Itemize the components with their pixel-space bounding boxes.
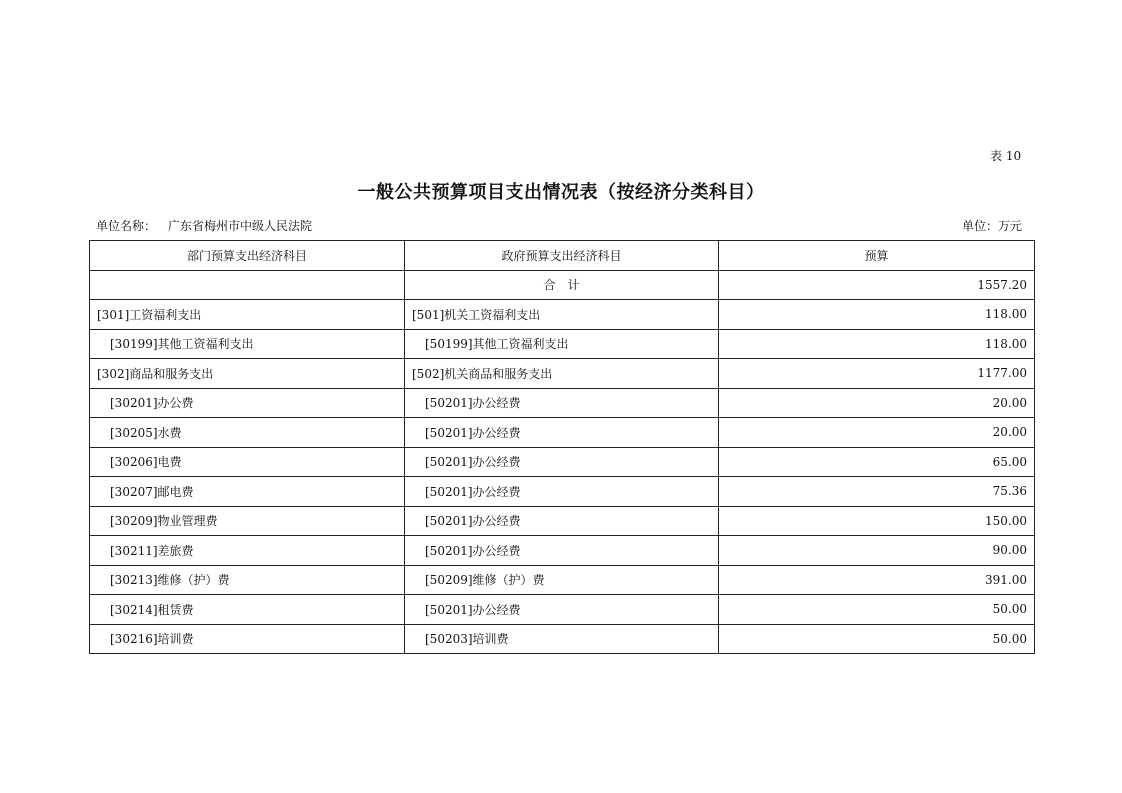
gov-econ-category-cell: [50201]办公经费: [405, 388, 719, 418]
currency-unit-label: 单位：万元: [962, 219, 1023, 233]
budget-amount-cell: 118.00: [719, 329, 1035, 359]
table-row: [90, 329, 1035, 359]
page-title: 一般公共预算项目支出情况表（按经济分类科目）: [357, 182, 765, 203]
unit-name-line: [96, 217, 312, 234]
dept-econ-category-cell: [30213]维修（护）费: [90, 565, 405, 595]
budget-amount-cell: 65.00: [719, 447, 1035, 477]
total-empty-cell: [90, 270, 405, 300]
total-row: [90, 270, 1035, 300]
budget-amount-cell: 90.00: [719, 536, 1035, 566]
gov-econ-category-cell: [50203]培训费: [405, 624, 719, 654]
gov-econ-category-cell: [50199]其他工资福利支出: [405, 329, 719, 359]
dept-econ-category-cell: [30199]其他工资福利支出: [90, 329, 405, 359]
budget-amount-cell: 1177.00: [719, 359, 1035, 389]
column-header-gov-econ-category: 政府预算支出经济科目: [405, 241, 719, 271]
gov-econ-category-cell: [502]机关商品和服务支出: [405, 359, 719, 389]
gov-econ-category-cell: [50201]办公经费: [405, 447, 719, 477]
gov-econ-category-cell: [50209]维修（护）费: [405, 565, 719, 595]
budget-amount-cell: 75.36: [719, 477, 1035, 507]
column-header-budget: 预算: [719, 241, 1035, 271]
dept-econ-category-cell: [30214]租赁费: [90, 595, 405, 625]
dept-econ-category-cell: [30201]办公费: [90, 388, 405, 418]
dept-econ-category-cell: [301]工资福利支出: [90, 300, 405, 330]
table-row: [90, 477, 1035, 507]
table-body: [90, 270, 1035, 654]
gov-econ-category-cell: [50201]办公经费: [405, 477, 719, 507]
gov-econ-category-cell: [501]机关工资福利支出: [405, 300, 719, 330]
dept-econ-category-cell: [30209]物业管理费: [90, 506, 405, 536]
unit-name-label: 单位名称：: [96, 219, 157, 233]
gov-econ-category-cell: [50201]办公经费: [405, 595, 719, 625]
dept-econ-category-cell: [30205]水费: [90, 418, 405, 448]
total-amount: 1557.20: [719, 270, 1035, 300]
total-label: 合 计: [405, 270, 719, 300]
dept-econ-category-cell: [30216]培训费: [90, 624, 405, 654]
dept-econ-category-cell: [30211]差旅费: [90, 536, 405, 566]
table-row: [90, 565, 1035, 595]
table-row: [90, 359, 1035, 389]
table-row: [90, 418, 1035, 448]
budget-amount-cell: 150.00: [719, 506, 1035, 536]
table-row: [90, 506, 1035, 536]
budget-amount-cell: 20.00: [719, 418, 1035, 448]
budget-amount-cell: 391.00: [719, 565, 1035, 595]
dept-econ-category-cell: [30207]邮电费: [90, 477, 405, 507]
table-row: [90, 624, 1035, 654]
dept-econ-category-cell: [302]商品和服务支出: [90, 359, 405, 389]
gov-econ-category-cell: [50201]办公经费: [405, 418, 719, 448]
table-row: [90, 595, 1035, 625]
budget-amount-cell: 118.00: [719, 300, 1035, 330]
budget-amount-cell: 50.00: [719, 624, 1035, 654]
budget-amount-cell: 50.00: [719, 595, 1035, 625]
table-number: 表 10: [990, 149, 1022, 163]
budget-table: [89, 240, 1035, 654]
unit-name-value: 广东省梅州市中级人民法院: [168, 219, 313, 233]
budget-amount-cell: 20.00: [719, 388, 1035, 418]
table-row: [90, 536, 1035, 566]
table-row: [90, 388, 1035, 418]
table-row: [90, 300, 1035, 330]
table-header-row: [90, 241, 1035, 271]
dept-econ-category-cell: [30206]电费: [90, 447, 405, 477]
gov-econ-category-cell: [50201]办公经费: [405, 536, 719, 566]
table-row: [90, 447, 1035, 477]
column-header-dept-econ-category: 部门预算支出经济科目: [90, 241, 405, 271]
gov-econ-category-cell: [50201]办公经费: [405, 506, 719, 536]
